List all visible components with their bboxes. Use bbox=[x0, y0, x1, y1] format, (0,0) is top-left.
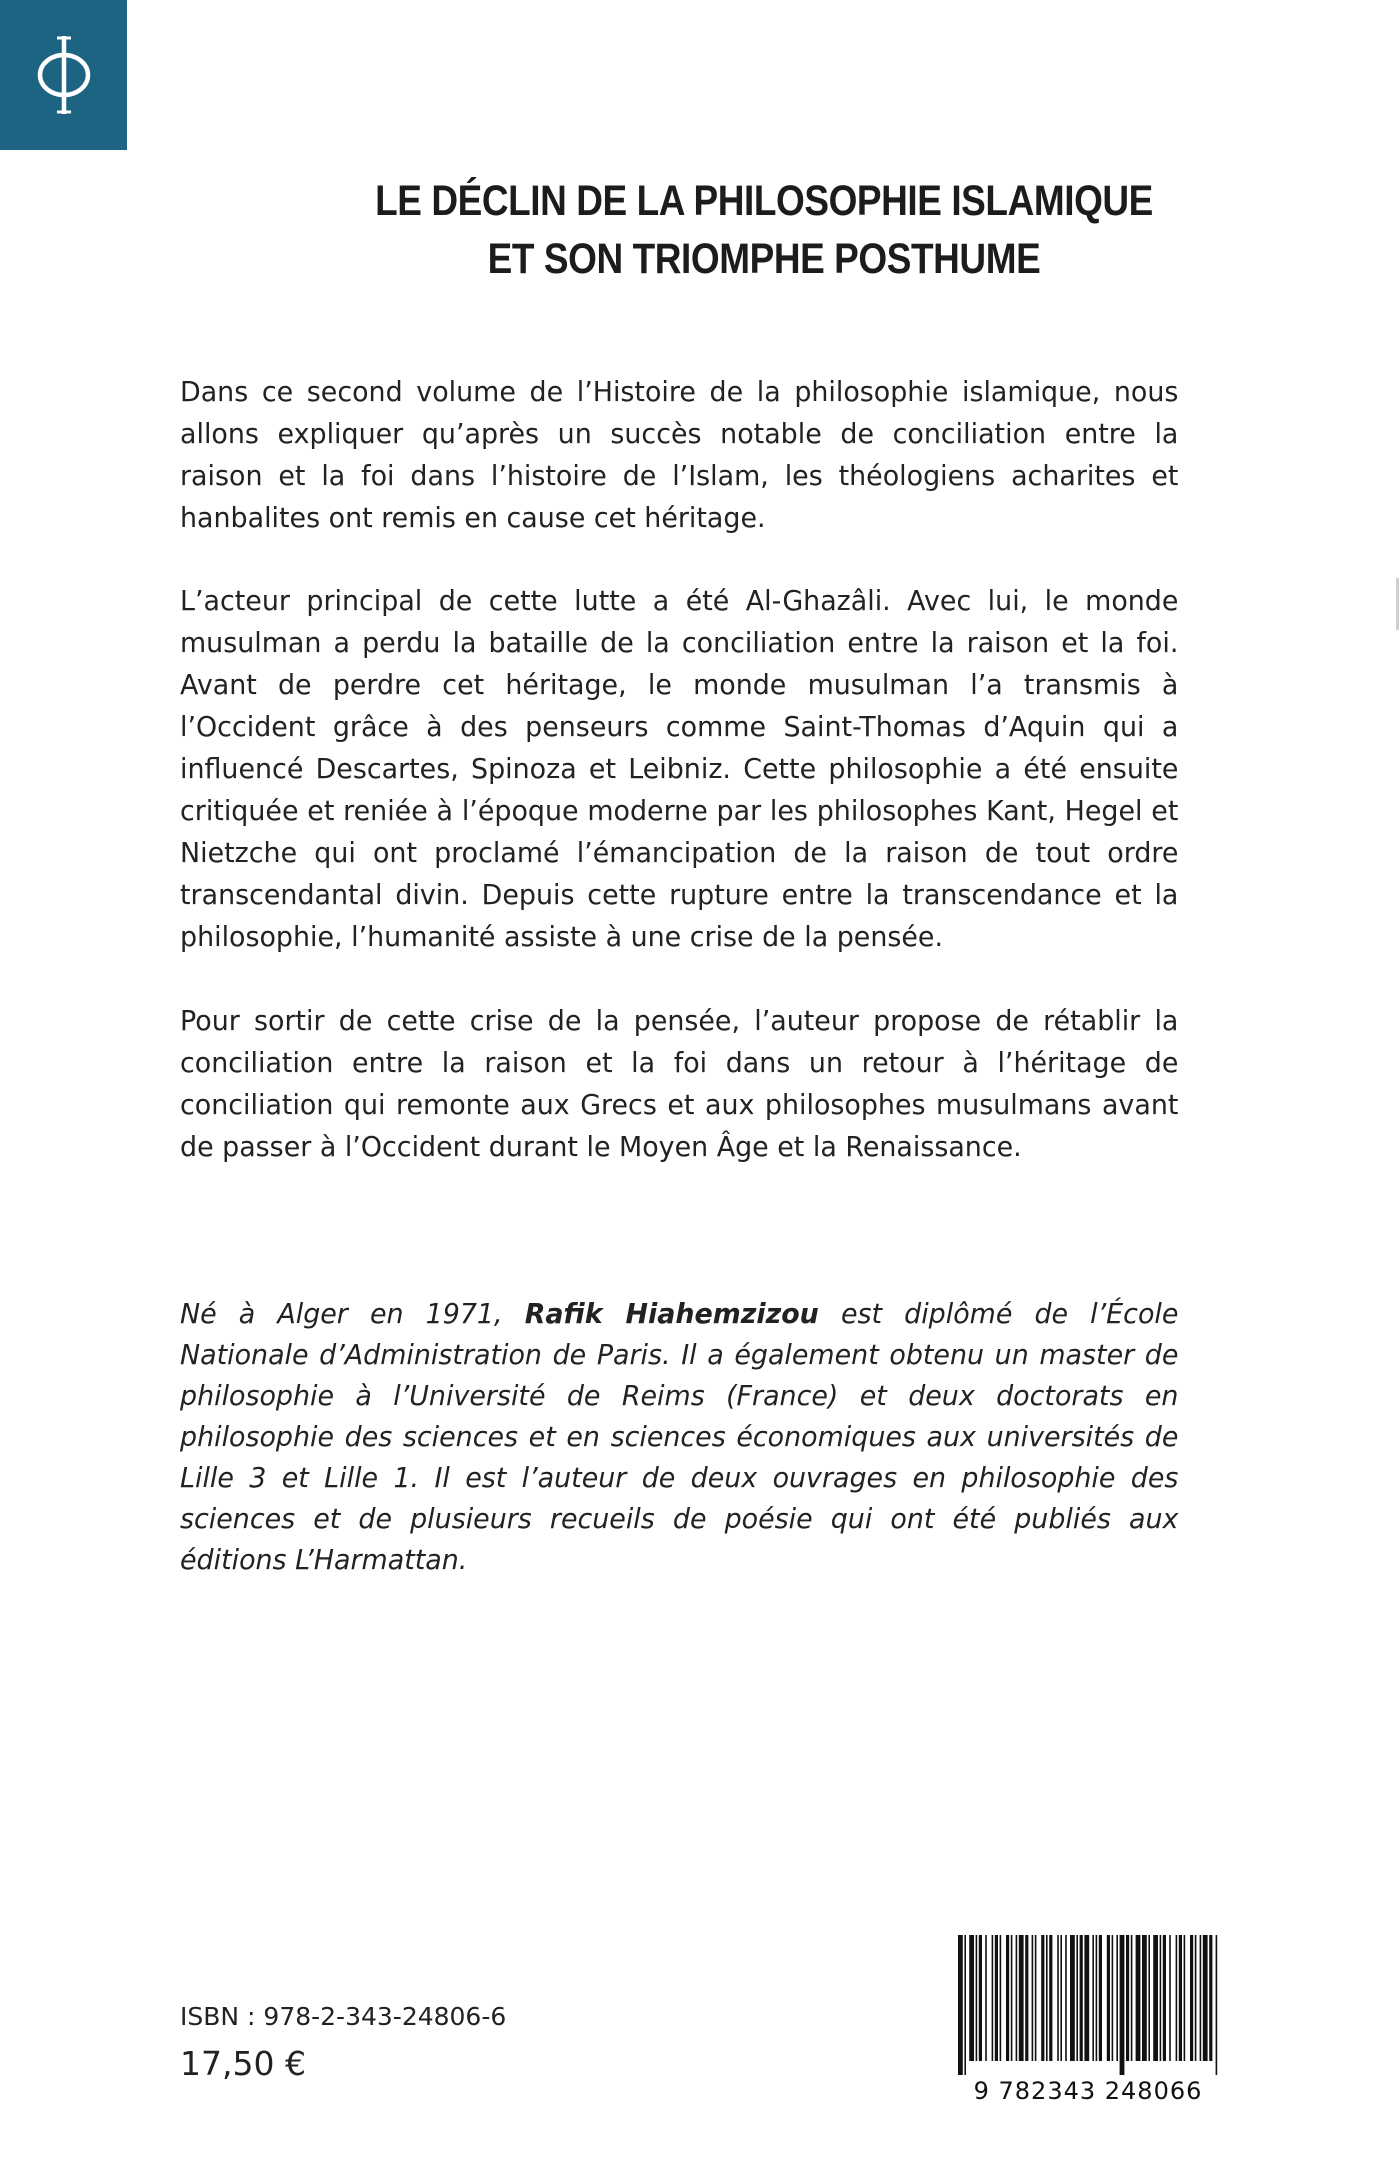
phi-logo-icon bbox=[29, 30, 99, 120]
barcode-icon bbox=[954, 1935, 1222, 2075]
edge-mark bbox=[1396, 578, 1399, 630]
barcode-bar bbox=[1131, 1935, 1133, 2061]
barcode-bar bbox=[985, 1935, 987, 2061]
barcode-bar bbox=[1107, 1935, 1110, 2061]
author-bio-text bbox=[180, 1293, 1178, 1580]
barcode-bar bbox=[1011, 1935, 1013, 2061]
book-title bbox=[193, 172, 1335, 288]
barcode-bar bbox=[1160, 1935, 1162, 2061]
barcode-bar bbox=[1041, 1935, 1044, 2061]
barcode-bar bbox=[1092, 1935, 1094, 2061]
barcode-digits: 9 782343 248066 bbox=[954, 2076, 1222, 2106]
publisher-logo bbox=[0, 0, 127, 150]
barcode-bar bbox=[992, 1935, 994, 2061]
synopsis-paragraph-1 bbox=[180, 371, 1178, 539]
barcode-bar bbox=[979, 1935, 982, 2061]
barcode-bar bbox=[958, 1935, 963, 2075]
barcode-bar bbox=[1035, 1935, 1037, 2061]
barcode-bar bbox=[1142, 1935, 1147, 2061]
barcode-bar bbox=[1163, 1935, 1166, 2061]
barcode-bar bbox=[1195, 1935, 1197, 2061]
barcode-bar bbox=[1203, 1935, 1208, 2061]
barcode-bar bbox=[995, 1935, 998, 2061]
barcode-bar bbox=[1120, 1935, 1125, 2075]
barcode-bar bbox=[1216, 1935, 1218, 2075]
synopsis-paragraph-2-text: L’acteur principal de cette lutte a été Al-Ghazâli. Avec lui, le monde musulman a perdu la bataille de la conciliation entre la raison et la foi. Avant de perdre cet héritage, le monde musulman l’a transmis à l’Occident grâce à des penseurs comme Saint-Thomas d’Aquin qui a influencé Descartes, Spinoza et Leibniz. Cette philosophie a été ensuite critiquée et reniée à l’époque moderne par les philosophes Kant, Hegel et Nietzche qui ont proclamé l’émancipation de la raison de tout ordre transcendantal divin. Depuis cette rupture entre la transcendance et la philosophie, l’humanité assiste à une crise de la pensée. bbox=[180, 584, 1179, 953]
price-label: 17,50 € bbox=[180, 2044, 306, 2083]
synopsis-paragraph-1-text: Dans ce second volume de l’Histoire de la philosophie islamique, nous allons expliquer qu’après un succès notable de conciliation entre la raison et la foi dans l’histoire de l’Islam, les théologiens acharites et hanbalites ont remis en cause cet héritage. bbox=[180, 375, 1179, 534]
barcode-bar bbox=[1116, 1935, 1118, 2061]
barcode-bar bbox=[1184, 1935, 1186, 2061]
synopsis-paragraph-2 bbox=[180, 580, 1178, 958]
barcode-bar bbox=[1190, 1935, 1193, 2061]
barcode-bar bbox=[1065, 1935, 1067, 2061]
author-name: Rafik Hiahemzizou bbox=[524, 1297, 819, 1330]
barcode-bar bbox=[1112, 1935, 1114, 2061]
barcode-bar bbox=[1032, 1935, 1034, 2061]
author-bio bbox=[180, 1293, 1178, 1580]
barcode-bar bbox=[1096, 1935, 1098, 2061]
barcode-bar bbox=[1099, 1935, 1102, 2061]
barcode-bar bbox=[976, 1935, 978, 2061]
barcode-bar bbox=[1179, 1935, 1182, 2061]
barcode-bar bbox=[1006, 1935, 1009, 2061]
barcode-bar bbox=[1060, 1935, 1062, 2061]
book-title-line-2: ET SON TRIOMPHE POSTHUME bbox=[487, 235, 1041, 283]
barcode-bar bbox=[1153, 1935, 1158, 2061]
barcode-bar bbox=[969, 1935, 974, 2061]
barcode-bar bbox=[1076, 1935, 1078, 2061]
barcode bbox=[954, 1935, 1222, 2095]
barcode-bar bbox=[1025, 1935, 1028, 2061]
barcode-bar bbox=[1000, 1935, 1002, 2061]
barcode-bar bbox=[1209, 1935, 1212, 2061]
barcode-bar bbox=[1080, 1935, 1083, 2061]
barcode-bar bbox=[1169, 1935, 1171, 2061]
barcode-bar bbox=[964, 1935, 966, 2075]
author-bio-prefix: Né à Alger en 1971, bbox=[180, 1297, 525, 1330]
synopsis-paragraph-3-text: Pour sortir de cette crise de la pensée, l’auteur propose de rétablir la conciliation entre la raison et la foi dans un retour à l’héritage de conciliation qui remonte aux Grecs et aux philosophes musulmans avant de passer à l’Occident durant le Moyen Âge et la Renaissance. bbox=[180, 1004, 1179, 1163]
barcode-bar bbox=[1049, 1935, 1052, 2061]
barcode-bar bbox=[1070, 1935, 1075, 2061]
book-title-line-1: LE DÉCLIN DE LA PHILOSOPHIE ISLAMIQUE bbox=[375, 177, 1153, 225]
barcode-bar bbox=[1126, 1935, 1129, 2061]
barcode-bar bbox=[1057, 1935, 1059, 2061]
barcode-bar bbox=[1136, 1935, 1141, 2061]
synopsis-paragraph-3 bbox=[180, 1000, 1178, 1168]
author-bio-suffix: est diplômé de l’École Nationale d’Administration de Paris. Il a également obtenu un master de philosophie à l’Université de Reims (France) et deux doctorats en philosophie des sciences et en sciences économiques aux universités de Lille 3 et Lille 1. Il est l’auteur de deux ouvrages en philosophie des sciences et de plusieurs recueils de poésie qui ont été publiés aux éditions L’Harmattan. bbox=[180, 1297, 1179, 1576]
barcode-bar bbox=[1148, 1935, 1150, 2061]
barcode-bar bbox=[1016, 1935, 1018, 2061]
barcode-bar bbox=[1046, 1935, 1048, 2061]
barcode-bar bbox=[1200, 1935, 1202, 2061]
isbn-label: ISBN : 978-2-343-24806-6 bbox=[180, 2002, 507, 2031]
barcode-bar bbox=[1019, 1935, 1024, 2061]
barcode-bar bbox=[1176, 1935, 1178, 2061]
barcode-bar bbox=[1084, 1935, 1089, 2061]
